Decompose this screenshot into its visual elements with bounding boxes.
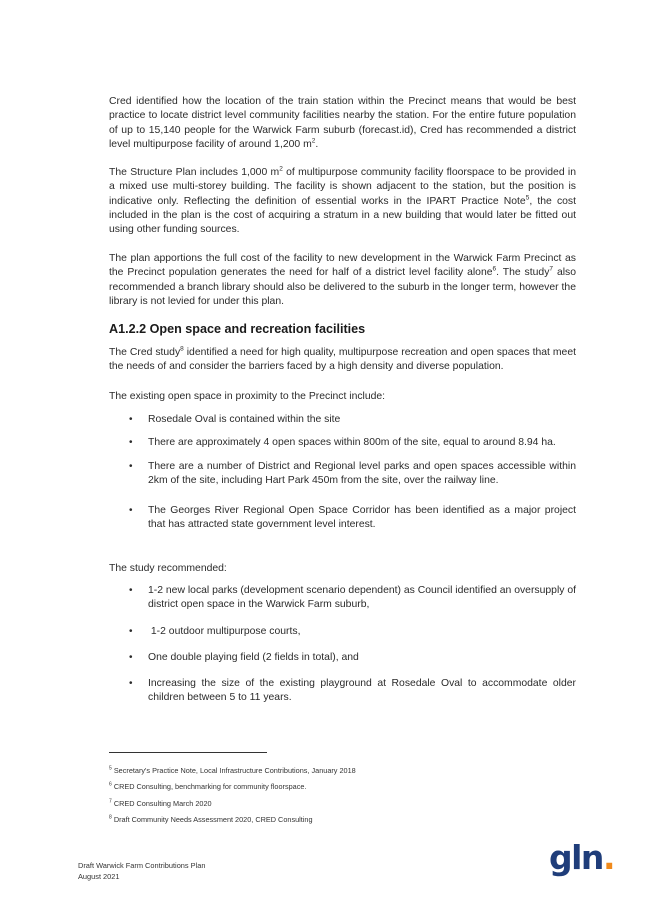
p2-text-c: , the cost included in the plan is the cost of acquiring a stratum in a new building that would later be fitted out using other funding sources. — [109, 195, 576, 236]
bullet-icon: • — [129, 651, 133, 663]
logo-wordmark: gln — [549, 838, 603, 877]
footnote-ref-8[interactable]: 8 — [180, 345, 184, 353]
list-item-text: One double playing field (2 fields in total), and — [148, 651, 359, 663]
footnote-divider — [109, 752, 267, 753]
study-recommendations-list — [109, 584, 576, 706]
list-item — [109, 413, 576, 427]
footnote-ref-6[interactable]: 6 — [492, 265, 497, 273]
footnote-text: Secretary's Practice Note, Local Infrastructure Contributions, January 2018 — [113, 766, 356, 775]
footnote-number: 7 — [109, 798, 112, 805]
footnote-text: CRED Consulting, benchmarking for community floorspace. — [113, 782, 307, 791]
footnote-number: 6 — [109, 781, 112, 788]
footnote-ref-7[interactable]: 7 — [549, 265, 554, 273]
p1-end: . — [315, 138, 319, 150]
list-item-text: Rosedale Oval is contained within the site — [148, 414, 341, 425]
paragraph-cost-apportionment — [109, 252, 576, 309]
bullet-icon: • — [129, 585, 133, 596]
footer-date: August 2021 — [78, 872, 120, 881]
footer-document-title: Draft Warwick Farm Contributions Plan — [78, 861, 206, 870]
list-item-text: 1-2 outdoor multipurpose courts, — [148, 625, 301, 637]
bullet-icon: • — [129, 414, 133, 425]
bullet-icon: • — [129, 678, 133, 690]
footnote-7 — [109, 799, 212, 809]
p1-superscript: 2 — [311, 137, 316, 145]
list-item-text: There are a number of District and Regional level parks and open spaces accessible within 2km of the site, including Hart Park 450m from the site, over the railway line. — [148, 460, 576, 486]
p3-text-c: also recommended a branch library should also be delivered to the suburb in the longer term, however the library is not levied for under this plan. — [109, 267, 576, 307]
footnote-text: CRED Consulting March 2020 — [113, 799, 212, 808]
footnote-number: 8 — [109, 814, 112, 821]
p2-text-a: The Structure Plan includes 1,000 m — [109, 167, 280, 178]
logo-dot: . — [602, 838, 614, 877]
bullet-icon: • — [129, 625, 133, 637]
paragraph-existing-open-space-intro: The existing open space in proximity to the Precinct include: — [109, 391, 386, 402]
p4-text-a: The Cred study — [109, 347, 181, 358]
p3-text-a: The plan apportions the full cost of the facility to new development in the Warwick Farm Precinct as the Precinct population generates the need for half of a district level facility alone — [109, 253, 576, 279]
paragraph-community-facility-recommendation — [109, 95, 576, 152]
paragraph-cred-study-need — [109, 346, 576, 375]
existing-open-space-list — [109, 413, 576, 533]
list-item-text: The Georges River Regional Open Space Corridor has been identified as a major project that has attracted state government level interest. — [148, 505, 576, 531]
footnote-ref-5[interactable]: 5 — [525, 194, 530, 202]
gln-logo-icon — [549, 838, 613, 878]
bullet-icon: • — [129, 460, 133, 472]
p4-text-b: identified a need for high quality, multipurpose recreation and open spaces that meet the needs of and consider the barriers faced by a high density and diverse population. — [109, 347, 576, 373]
list-item-text: 1-2 new local parks (development scenario dependent) as Council identified an oversupply of district open space in the Warwick Farm suburb, — [148, 585, 576, 611]
list-item — [109, 584, 576, 613]
p3-text-b: . The study — [496, 267, 550, 279]
p1-text: Cred identified how the location of the train station within the Precinct means that would be best practice to locate district level community facilities nearby the station. For the entire future population of up to 15,140 people for the Warwick Farm suburb (forecast.id), Cred has recommended a district level multipurpose facility of around 1,200 m — [109, 96, 576, 150]
footnote-8 — [109, 815, 313, 825]
list-item — [109, 436, 576, 450]
list-item — [109, 677, 576, 706]
bullet-icon: • — [129, 505, 133, 517]
footnote-number: 5 — [109, 765, 112, 772]
section-heading-open-space: A1.2.2 Open space and recreation facilities — [109, 322, 366, 336]
list-item-text: There are approximately 4 open spaces within 800m of the site, equal to around 8.94 ha. — [148, 437, 556, 449]
list-item — [109, 625, 576, 639]
bullet-icon: • — [129, 437, 133, 449]
list-item — [109, 504, 576, 533]
paragraph-structure-plan — [109, 166, 576, 237]
list-item-text: Increasing the size of the existing playground at Rosedale Oval to accommodate older children between 5 to 11 years. — [148, 678, 576, 704]
footnote-5 — [109, 766, 356, 776]
p2-text-b: of multipurpose community facility floorspace to be provided in a mixed use multi-storey building. The facility is shown adjacent to the station, but the position is indicative only. Reflecting the definition of essential works in the IPART Practice Note — [109, 167, 576, 207]
footnote-6 — [109, 782, 306, 792]
list-item — [109, 460, 576, 489]
paragraph-study-recommended: The study recommended: — [109, 563, 227, 574]
p2-superscript: 2 — [279, 165, 283, 173]
footnote-text: Draft Community Needs Assessment 2020, CRED Consulting — [113, 815, 313, 824]
list-item — [109, 651, 576, 665]
